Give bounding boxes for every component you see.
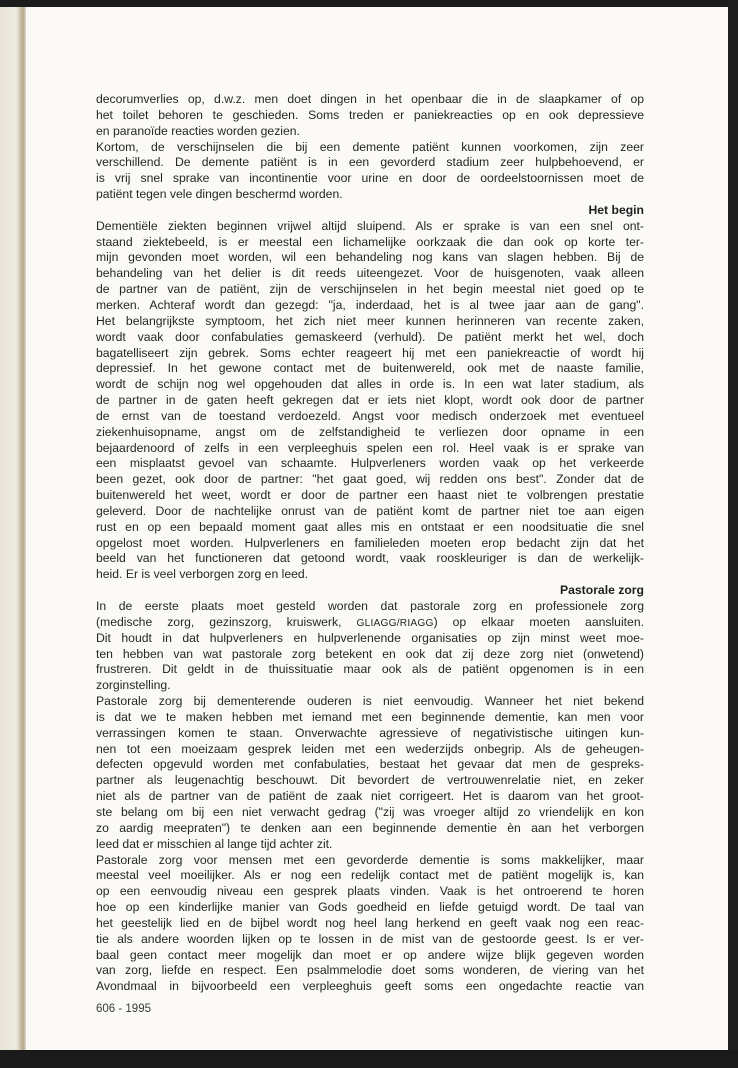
- abbreviation-gliagg-riagg: GLIAGG/RIAGG: [356, 617, 434, 629]
- text-line: de ernst van de toestand verdoezeld. Angst voor medisch onderzoek met eventueel: [96, 408, 644, 423]
- text-line: Dit houdt in dat hulpverleners en hulpverlenende organisaties op zijn minst weet moe-: [96, 630, 644, 645]
- paragraph-het-begin: [96, 219, 644, 583]
- text-line: de partner in de gaten heeft gekregen dat er iets niet klopt, wordt ook door de partner: [96, 393, 644, 408]
- paragraph-gevorderde-dementie: [96, 853, 644, 996]
- text-line: meestal veel moeilijker. Als er nog een redelijk contact met de patiënt mogelijk is, kan: [96, 868, 644, 883]
- text-line: patiënt tegen vele dingen beschermd worden.: [96, 187, 343, 202]
- text-line: rust en op een bepaald moment gaat alles mis en ontstaat er een noodsituatie die snel: [96, 519, 644, 534]
- text-line: beeld van het functioneren dat getoond wordt, vaak rooskleuriger is dan de werkelijk-: [96, 551, 644, 566]
- paragraph-decorum: [96, 92, 644, 140]
- text-line: de partner van de patiënt, zijn de verschijnselen in het begin meestal niet goed op te: [96, 282, 644, 297]
- text-line: leed dat er misschien al lange tijd achter zit.: [96, 836, 333, 851]
- paragraph-eerste-plaats: [96, 599, 644, 694]
- text-line: decorumverlies op, d.w.z. men doet dingen in het openbaar die in de slaapkamer of op: [96, 92, 644, 106]
- text-line: Dementiële ziekten beginnen vrijwel altijd sluipend. Als er sprake is van een snel ont-: [96, 218, 644, 233]
- scan-border-top: [0, 0, 738, 7]
- text-line: buitenwereld het weet, wordt er door de partner een haast niet te volbrengen prestatie: [96, 488, 644, 503]
- scan-border-right: [728, 0, 738, 1068]
- text-line: wordt vaak door confabulaties gemaskeerd (verhuld). De patiënt merkt het wel, doch: [96, 329, 644, 344]
- text-line: Het belangrijkste symptoom, het zich niet meer kunnen herinneren van recente zaken,: [96, 313, 644, 328]
- text-line: heid. Er is veel verborgen zorg en leed.: [96, 567, 309, 582]
- text-line: wordt de schijn nog wel opgehouden dat alles in orde is. In een wat later stadium, als: [96, 377, 644, 392]
- text-line: Pastorale zorg voor mensen met een gevorderde dementie is soms makkelijker, maar: [96, 852, 644, 867]
- text-line: hoe op een kinderlijke manier van Gods goedheid en liefde getuigd wordt. De taal van: [96, 900, 644, 915]
- text-line: In de eerste plaats moet gesteld worden dat pastorale zorg en professionele zorg: [96, 599, 644, 613]
- text-line: verschillend. De demente patiënt is in een gevorderd stadium zeer hulpbehoevend, er: [96, 155, 644, 170]
- text-line: geleverd. Door de nachtelijke onrust van de patiënt komt de partner niet toe aan eigen: [96, 503, 644, 518]
- text-line: been gezet, ook door de partner: "het gaat goed, wij redden ons best". Zonder dat de: [96, 472, 644, 487]
- text-line: ten hebben van wat pastorale zorg betekent en ook dat zij deze zorg niet (onwetend): [96, 646, 644, 661]
- text-fragment: ) op elkaar moeten aansluiten.: [433, 614, 644, 629]
- text-line: ste belang om bij een niet verwacht gedrag ("zij was vroeger altijd zo vriendelijk en kon: [96, 804, 644, 819]
- page-number: 606 - 1995: [96, 1003, 151, 1015]
- text-line: het toilet behoren te geschieden. Soms treden er paniekreacties op en ook depressieve: [96, 107, 644, 122]
- text-line: Kortom, de verschijnselen die bij een demente patiënt kunnen voorkomen, zijn zeer: [96, 139, 644, 154]
- text-fragment: (medische zorg, gezinszorg, kruiswerk,: [96, 614, 357, 629]
- text-line: staand ziektebeeld, is er meestal een lichamelijke oorkzaak die dan ook op korte ter-: [96, 234, 644, 249]
- text-line: en paranoïde reacties worden gezien.: [96, 123, 300, 138]
- binding-edge: [0, 7, 26, 1050]
- text-line: een misplaatst gevoel van schaamte. Hulpverleners worden vaak op het verkeerde: [96, 456, 644, 471]
- text-line: merken. Achteraf wordt dan gezegd: "ja, inderdaad, het is al twee jaar aan de gang".: [96, 297, 644, 312]
- text-line: nen tot een moeizaam gesprek leiden met een wederzijds onbegrip. Als de geheugen-: [96, 741, 644, 756]
- text-line: bejaardenoord of zelfs in een verpleeghuis spelen een rol. Heel vaak is er sprake van: [96, 440, 644, 455]
- paragraph-dementerende-ouderen: [96, 694, 644, 852]
- text-line: opgelost moet worden. Hulpverleners en familieleden moeten erop bedacht zijn dat het: [96, 535, 644, 550]
- paragraph-kortom: [96, 140, 644, 203]
- scan-border-bottom: [0, 1050, 738, 1068]
- text-line: Avondmaal in bijvoorbeeld een verpleeghuis geeft soms een ongedachte reactie van: [96, 979, 644, 994]
- text-line: mijn gevonden moet worden, wil een behandeling nog kans van slagen hebben. Bij de: [96, 250, 644, 265]
- section-heading-pastorale-zorg: Pastorale zorg: [560, 583, 644, 598]
- text-line: verrassingen komen te staan. Onverwachte agressieve of negativistische uitingen kun-: [96, 725, 644, 740]
- text-line: Pastorale zorg bij dementerende ouderen is niet eenvoudig. Wanneer het niet bekend: [96, 694, 644, 709]
- text-line: behandeling van het delier is dit reeds uiteengezet. Voor de huisgenoten, vaak alleen: [96, 266, 644, 281]
- text-line: is dat we te maken hebben met iemand met een beginnende dementie, kan men voor: [96, 709, 644, 724]
- text-line: niet als de partner van de patiënt de zaak niet corrigeert. Het is daarom van het groot-: [96, 789, 644, 804]
- text-line: tie als andere woorden lijken op te lossen in de mist van de gestoorde geest. Is er ver-: [96, 931, 644, 946]
- text-line: frustreren. Dit geldt in de thuissituatie maar ook als de patiënt opgenomen is in een: [96, 662, 644, 677]
- text-line-with-abbreviation: [96, 615, 644, 631]
- text-line: depressief. In het gewone contact met de buitenwereld, ook met de naaste familie,: [96, 361, 644, 376]
- section-heading-het-begin: Het begin: [588, 202, 644, 217]
- text-line: bagatelliseert zijn gebrek. Soms echter reageert hij met een paniekreactie of wordt hij: [96, 345, 644, 360]
- article-body: [96, 92, 644, 995]
- text-line: partner als leugenachtig beschouwt. Dit bevordert de vertrouwenrelatie niet, en zeker: [96, 773, 644, 788]
- text-line: van zorg, liefde en respect. Een psalmmelodie doet soms wonderen, de viering van het: [96, 963, 644, 978]
- text-line: het geestelijk lied en de bijbel wordt nog heel lang herkend en geeft vaak nog een reac-: [96, 915, 644, 930]
- text-line: ziekenhuisopname, angst om de zelfstandigheid te verliezen door opname in een: [96, 424, 644, 439]
- text-line: defecten opgevuld worden met confabulaties, bestaat het gevaar dat men de gespreks-: [96, 757, 644, 772]
- text-line: op een eenvoudig niveau een gesprek plaats vinden. Vaak is het ontroerend te horen: [96, 884, 644, 899]
- text-line: baal geen contact meer mogelijk dan moet er op andere wijze blijk gegeven worden: [96, 947, 644, 962]
- text-line: is vrij snel sprake van incontinentie voor urine en door de oordeelstoornissen moet de: [96, 171, 644, 186]
- text-line: zo aardig meepraten") te denken aan een beginnende dementie èn aan het verborgen: [96, 820, 644, 835]
- text-line: zorginstelling.: [96, 678, 171, 693]
